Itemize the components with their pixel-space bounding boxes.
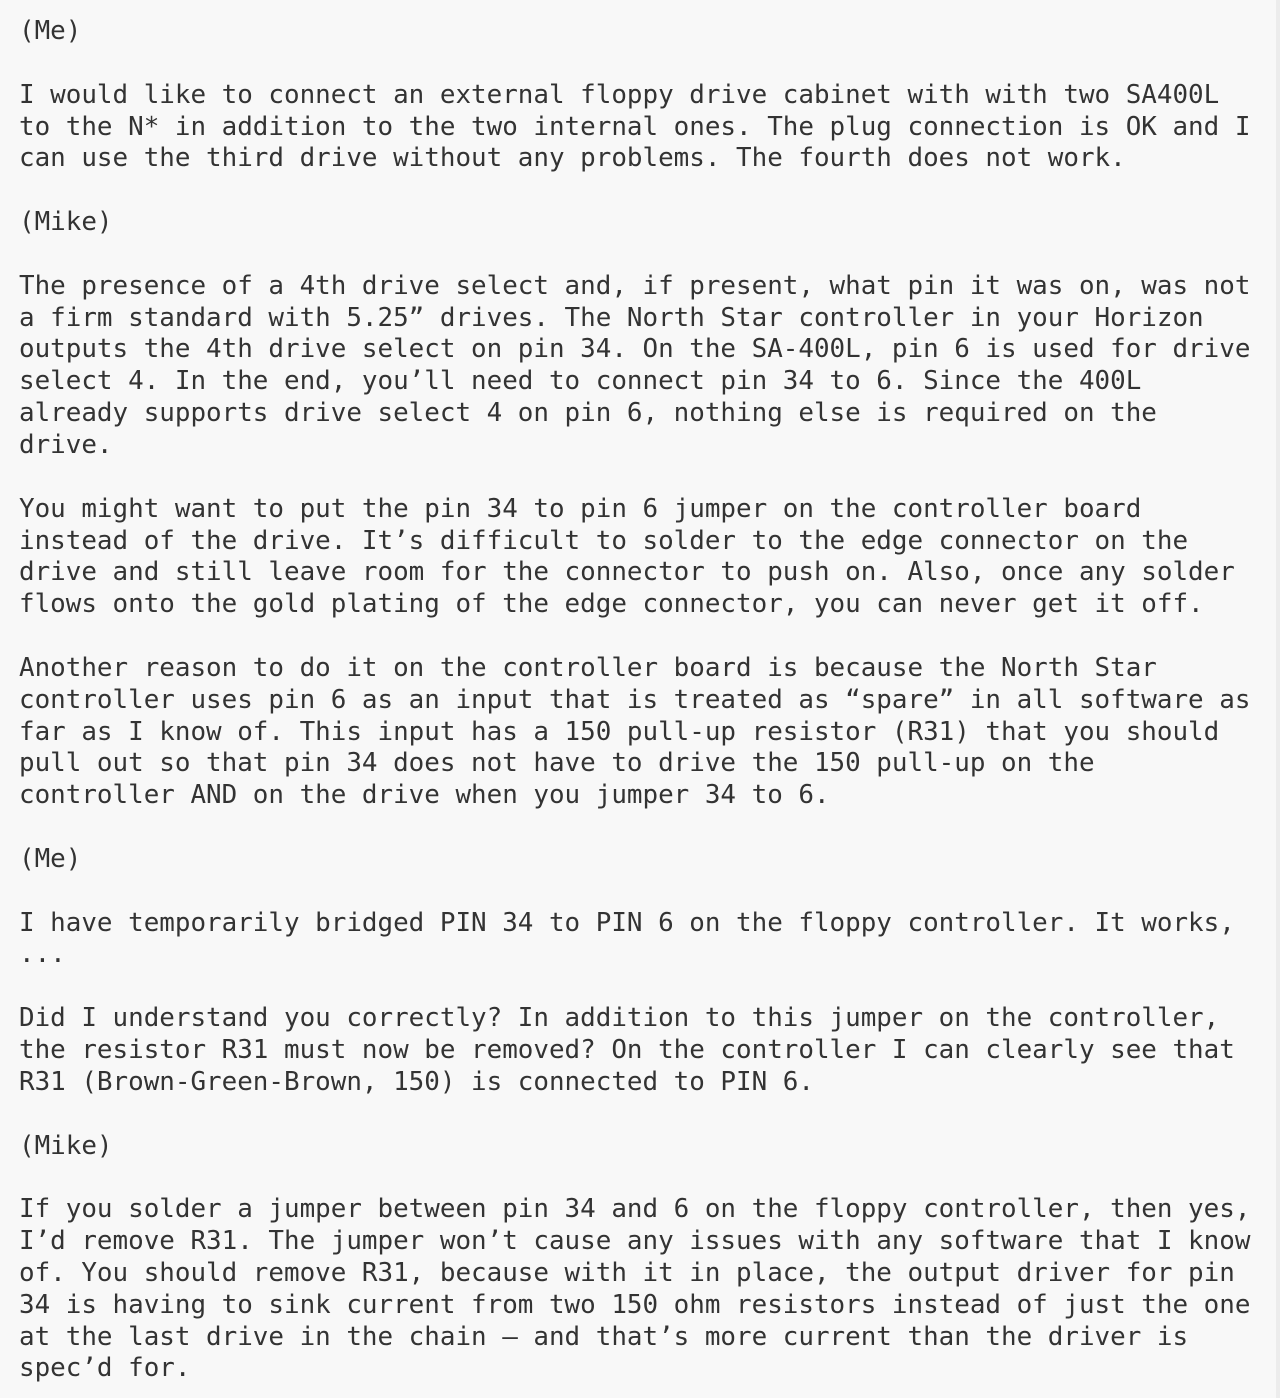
line-blank (19, 175, 1274, 207)
line-text: already supports drive select 4 on pin 6, nothing else is required on the (19, 398, 1157, 429)
line-text: the resistor R31 must now be removed? On the controller I can clearly see that (19, 1035, 1235, 1065)
line-text: I’d remove R31. The jumper won’t cause any issues with any software that I know (19, 1226, 1251, 1257)
line-text: pull out so that pin 34 does not have to drive the 150 pull-up on the (19, 748, 1095, 779)
transcript-text (19, 16, 1274, 1385)
line-text: If you solder a jumper between pin 34 and 6 on the floppy controller, then yes, (19, 1194, 1251, 1225)
line-speaker-me: (Me) (19, 16, 82, 46)
line-text: flows onto the gold plating of the edge connector, you can never get it off. (19, 589, 1204, 620)
scrollbar[interactable] (1276, 0, 1280, 1398)
line-blank (19, 48, 1274, 80)
line-text: to the N* in addition to the two internal ones. The plug connection is OK and I (19, 111, 1251, 142)
line-blank (19, 462, 1274, 494)
line-blank (19, 1099, 1274, 1131)
line-text: controller AND on the drive when you jumper 34 to 6. (19, 780, 830, 811)
line-text: ... (19, 939, 66, 970)
line-text: a firm standard with 5.25” drives. The North Star controller in your Horizon (19, 302, 1204, 333)
line-text: Another reason to do it on the controller board is because the North Star (19, 652, 1157, 683)
line-text: You might want to put the pin 34 to pin 6 jumper on the controller board (19, 493, 1142, 524)
line-blank (19, 239, 1274, 271)
line-blank (19, 876, 1274, 908)
line-text: 34 is having to sink current from two 150 ohm resistors instead of just the one (19, 1289, 1251, 1320)
line-text: I would like to connect an external floppy drive cabinet with with two SA400L (19, 79, 1220, 110)
line-speaker-me: (Me) (19, 843, 82, 874)
line-text: The presence of a 4th drive select and, if present, what pin it was on, was not (19, 270, 1251, 301)
line-text: of. You should remove R31, because with it in place, the output driver for pin (19, 1257, 1235, 1288)
line-text: R31 (Brown-Green-Brown, 150) is connected to PIN 6. (19, 1066, 814, 1097)
line-text: controller uses pin 6 as an input that is treated as “spare” in all software as (19, 684, 1251, 715)
line-speaker-mike: (Mike) (19, 1130, 113, 1161)
line-text: I have temporarily bridged PIN 34 to PIN 6 on the floppy controller. It works, (19, 907, 1235, 938)
line-text: spec’d for. (19, 1353, 191, 1384)
line-blank (19, 1162, 1274, 1194)
line-text: drive. (19, 429, 113, 460)
line-text: can use the third drive without any problems. The fourth does not work. (19, 143, 1126, 174)
line-text: far as I know of. This input has a 150 pull-up resistor (R31) that you should (19, 716, 1220, 747)
line-text: instead of the drive. It’s difficult to solder to the edge connector on the (19, 525, 1189, 556)
line-text: outputs the 4th drive select on pin 34. On the SA-400L, pin 6 is used for drive (19, 334, 1251, 365)
line-blank (19, 971, 1274, 1003)
line-text: Did I understand you correctly? In addition to this jumper on the controller, (19, 1003, 1220, 1034)
line-text: select 4. In the end, you’ll need to connect pin 34 to 6. Since the 400L (19, 366, 1142, 397)
line-text: drive and still leave room for the connector to push on. Also, once any solder (19, 557, 1235, 588)
line-text: at the last drive in the chain – and that’s more current than the driver is (19, 1321, 1189, 1352)
line-speaker-mike: (Mike) (19, 207, 113, 238)
line-blank (19, 812, 1274, 844)
line-blank (19, 621, 1274, 653)
